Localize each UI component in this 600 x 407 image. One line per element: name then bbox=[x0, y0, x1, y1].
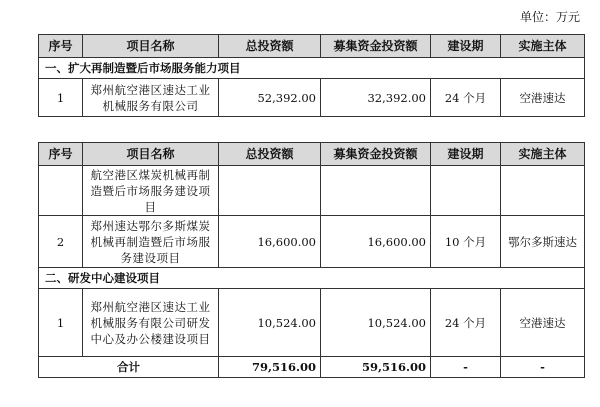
section-row bbox=[39, 58, 585, 79]
cell-project-name: 航空港区煤炭机械再制造暨后市场服务建设项目 bbox=[83, 166, 219, 216]
section-title: 一、扩大再制造暨后市场服务能力项目 bbox=[39, 58, 585, 79]
cell-no bbox=[39, 166, 83, 216]
header-no: 序号 bbox=[39, 143, 83, 166]
cell-total bbox=[219, 166, 321, 216]
cell-entity: 空港速达 bbox=[501, 289, 585, 357]
cell-raised: 16,600.00 bbox=[321, 216, 431, 268]
section-row bbox=[39, 268, 585, 289]
table-row bbox=[39, 216, 585, 268]
cell-period: 10 个月 bbox=[431, 216, 501, 268]
section-title: 二、研发中心建设项目 bbox=[39, 268, 585, 289]
cell-period bbox=[431, 166, 501, 216]
header-implementing-entity: 实施主体 bbox=[501, 143, 585, 166]
raised-investment-sum: 59,516.00 bbox=[321, 357, 431, 378]
cell-project-name: 郑州航空港区速达工业机械服务有限公司研发中心及办公楼建设项目 bbox=[83, 289, 219, 357]
header-project-name: 项目名称 bbox=[83, 143, 219, 166]
header-project-name: 项目名称 bbox=[83, 35, 219, 58]
total-investment-sum: 79,516.00 bbox=[219, 357, 321, 378]
header-total-investment: 总投资额 bbox=[219, 35, 321, 58]
cell-total: 10,524.00 bbox=[219, 289, 321, 357]
total-entity: - bbox=[501, 357, 585, 378]
investment-table-part1 bbox=[38, 34, 585, 117]
cell-raised: 10,524.00 bbox=[321, 289, 431, 357]
table-row bbox=[39, 166, 585, 216]
cell-entity: 空港速达 bbox=[501, 79, 585, 117]
cell-no: 2 bbox=[39, 216, 83, 268]
cell-total: 16,600.00 bbox=[219, 216, 321, 268]
unit-label: 单位：万元 bbox=[519, 10, 580, 24]
investment-table-part2 bbox=[38, 142, 585, 378]
header-total-investment: 总投资额 bbox=[219, 143, 321, 166]
total-row bbox=[39, 357, 585, 378]
cell-total: 52,392.00 bbox=[219, 79, 321, 117]
table-row bbox=[39, 289, 585, 357]
cell-raised: 32,392.00 bbox=[321, 79, 431, 117]
total-label: 合计 bbox=[39, 357, 219, 378]
cell-entity: 鄂尔多斯速达 bbox=[501, 216, 585, 268]
table-row bbox=[39, 79, 585, 117]
header-no: 序号 bbox=[39, 35, 83, 58]
cell-no: 1 bbox=[39, 289, 83, 357]
header-raised-investment: 募集资金投资额 bbox=[321, 35, 431, 58]
cell-period: 24 个月 bbox=[431, 289, 501, 357]
header-implementing-entity: 实施主体 bbox=[501, 35, 585, 58]
header-raised-investment: 募集资金投资额 bbox=[321, 143, 431, 166]
cell-project-name: 郑州航空港区速达工业机械服务有限公司 bbox=[83, 79, 219, 117]
cell-project-name: 郑州速达鄂尔多斯煤炭机械再制造暨后市场服务建设项目 bbox=[83, 216, 219, 268]
header-construction-period: 建设期 bbox=[431, 143, 501, 166]
table-header-row bbox=[39, 35, 585, 58]
total-period: - bbox=[431, 357, 501, 378]
cell-no: 1 bbox=[39, 79, 83, 117]
header-construction-period: 建设期 bbox=[431, 35, 501, 58]
cell-entity bbox=[501, 166, 585, 216]
cell-raised bbox=[321, 166, 431, 216]
cell-period: 24 个月 bbox=[431, 79, 501, 117]
table-header-row bbox=[39, 143, 585, 166]
